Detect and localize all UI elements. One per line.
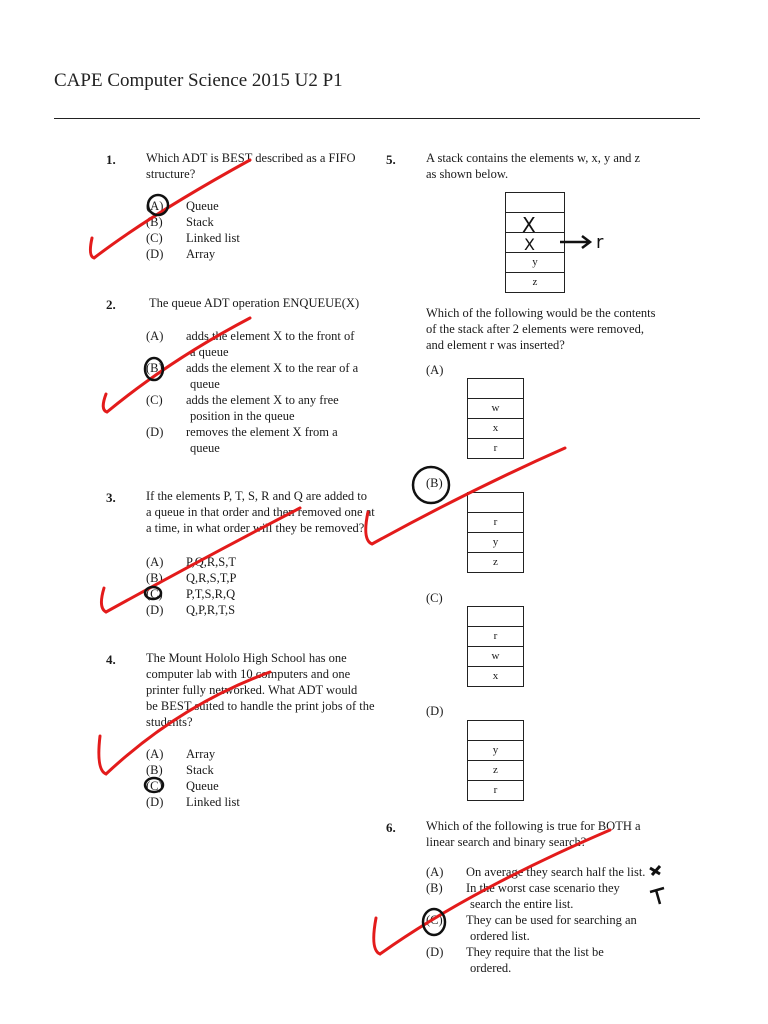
q6-options [426,864,666,976]
stack-cell: y [506,253,564,273]
q6-option-d[interactable]: (D) They require that the list be ordered. [426,945,604,975]
q5-option-a-label[interactable]: (A) [426,363,444,377]
q4-text: The Mount Hololo High School has one computer lab with 10 computers and one printer fully networked. What ADT would be BEST suited to handle the print jobs of the students? [146,651,375,729]
stack-cell [468,493,523,513]
q5-text: A stack contains the elements w, x, y and z as shown below. [426,151,641,181]
q4-option-c[interactable]: (C) Queue [146,779,219,793]
q5-number: 5. [386,152,396,167]
q5-option-d-stack [467,720,524,801]
stack-cell: z [532,276,538,288]
q5-tick-mark [366,448,565,544]
q3-option-a[interactable]: (A) P,Q,R,S,T [146,555,237,569]
q3-option-d[interactable]: (D) Q,P,R,T,S [146,603,236,617]
q4-options [146,746,240,810]
q5-cross-x2: X [524,235,535,254]
q5-cross-x: X [522,213,536,237]
title-divider [54,118,700,119]
stack-cell [468,607,523,627]
q5-option-c-label[interactable]: (C) [426,591,443,605]
q5-option-a-stack [467,378,524,459]
stack-cell: x [468,419,523,439]
q4-option-a[interactable]: (A) Array [146,747,216,761]
q1-options [146,198,240,262]
stack-cell [506,213,564,233]
q1-option-c[interactable]: (C) Linked list [146,231,240,245]
stack-cell: y [468,533,523,553]
q2-number: 2. [106,297,116,312]
q2-option-d[interactable]: (D) removes the element X from a queue [146,425,338,455]
q4-number: 4. [106,652,116,667]
stack-cell: z [493,556,498,568]
stack-cell: x [492,670,499,682]
stack-cell: y [468,741,523,761]
q6-option-c[interactable]: (C) They can be used for searching an ordered list. [426,913,637,943]
q3-option-c[interactable]: (C) P,T,S,R,Q [146,587,236,601]
q5-stack-diagram [505,192,565,293]
q5-r-annotation: r [596,232,604,253]
q2-option-b[interactable]: (B) adds the element X to the rear of a queue [146,361,359,391]
stack-cell [468,379,523,399]
q2-option-a[interactable]: (A) adds the element X to the front of a queue [146,329,355,359]
q1-number: 1. [106,152,116,167]
stack-cell: w [468,399,523,419]
q6-option-b[interactable]: (B) In the worst case scenario they search the entire list. [426,881,620,911]
stack-cell: r [493,442,498,454]
q4-option-b[interactable]: (B) Stack [146,763,214,777]
q4-option-d[interactable]: (D) Linked list [146,795,240,809]
q6-number: 6. [386,820,396,835]
q2-text: The queue ADT operation ENQUEUE(X) [149,296,360,310]
q3-option-b[interactable]: (B) Q,R,S,T,P [146,571,237,585]
q5-option-d-label[interactable]: (D) [426,704,444,718]
stack-cell [468,721,523,741]
q3-options [146,554,236,618]
stack-cell: w [468,647,523,667]
q3-text: If the elements P, T, S, R and Q are added to a queue in that order and then removed one at a time, in what order will they be removed? [146,489,375,535]
stack-cell: r [468,627,523,647]
q6-option-a[interactable]: (A) On average they search half the list. [426,865,646,879]
q1-option-a[interactable]: (A) Queue [146,199,219,213]
q1-option-d[interactable]: (D) Array [146,247,216,261]
stack-cell [506,233,564,253]
stack-cell: r [468,513,523,533]
q2-option-c[interactable]: (C) adds the element X to any free position in the queue [146,393,339,423]
q5-option-b-stack [467,492,524,573]
q3-number: 3. [106,490,116,505]
q1-option-b[interactable]: (B) Stack [146,215,214,229]
q5-option-b-label[interactable]: (B) [426,476,443,490]
q1-text: Which ADT is BEST described as a FIFO structure? [146,151,356,181]
stack-cell: r [493,784,498,796]
q2-options [146,328,371,456]
page-title: CAPE Computer Science 2015 U2 P1 [54,70,343,91]
stack-cell: z [468,761,523,781]
q6-text: Which of the following is true for BOTH a linear search and binary search? [426,819,641,849]
q5-option-c-stack [467,606,524,687]
q5-question: Which of the following would be the contents of the stack after 2 elements were removed, and element r was inserted? [426,306,656,352]
stack-cell [506,193,564,213]
